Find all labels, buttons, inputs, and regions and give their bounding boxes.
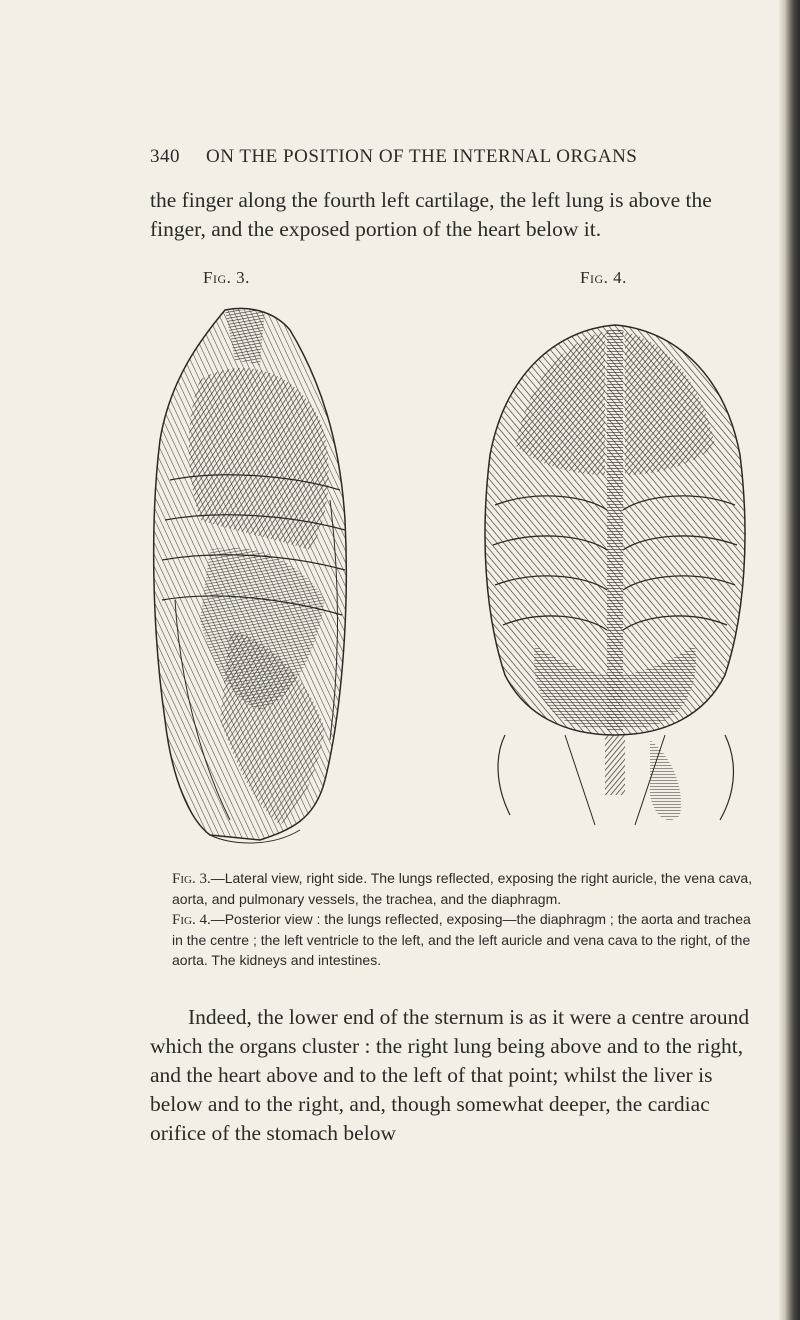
figure-captions [150,868,762,970]
figure-3-caption-text: —Lateral view, right side. The lungs reflected, exposing the right auricle, the vena cava, aorta, and pulmonary vessels, the trachea, and the diaphragm. [172,870,753,907]
figure-4-caption-text: —Posterior view : the lungs reflected, exposing—the diaphragm ; the aorta and trachea in the centre ; the left ventricle to the left, and the left auricle and vena cava to the right, of the aorta. The kidneys and intestines. [172,911,751,968]
figure-4-label: Fig. 4. [580,268,627,287]
paragraph-1: the finger along the fourth left cartilage, the left lung is above the finger, and the exposed portion of the heart below it. [150,188,712,241]
figure-4-caption [150,909,762,970]
running-title: ON THE POSITION OF THE INTERNAL ORGANS [206,146,638,167]
book-spine-edge [784,0,800,1320]
figure-3-label: Fig. 3. [203,268,250,287]
figure-3-lateral-view-engraving [140,300,370,860]
figure-4-caption-prefix: Fig. 4. [172,912,211,928]
figure-4-posterior-view-engraving [475,315,755,860]
figure-3-caption-prefix: Fig. 3. [172,871,211,887]
page-number: 340 [150,146,180,167]
paragraph-2: Indeed, the lower end of the sternum is as it were a centre around which the organs cluster : the right lung being above and to the right, and the heart above and to the left of that point; whilst the liver is below and to the right, and, though somewhat deeper, the cardiac orifice of the stomach below [150,1005,750,1145]
figure-3-caption [150,868,762,909]
